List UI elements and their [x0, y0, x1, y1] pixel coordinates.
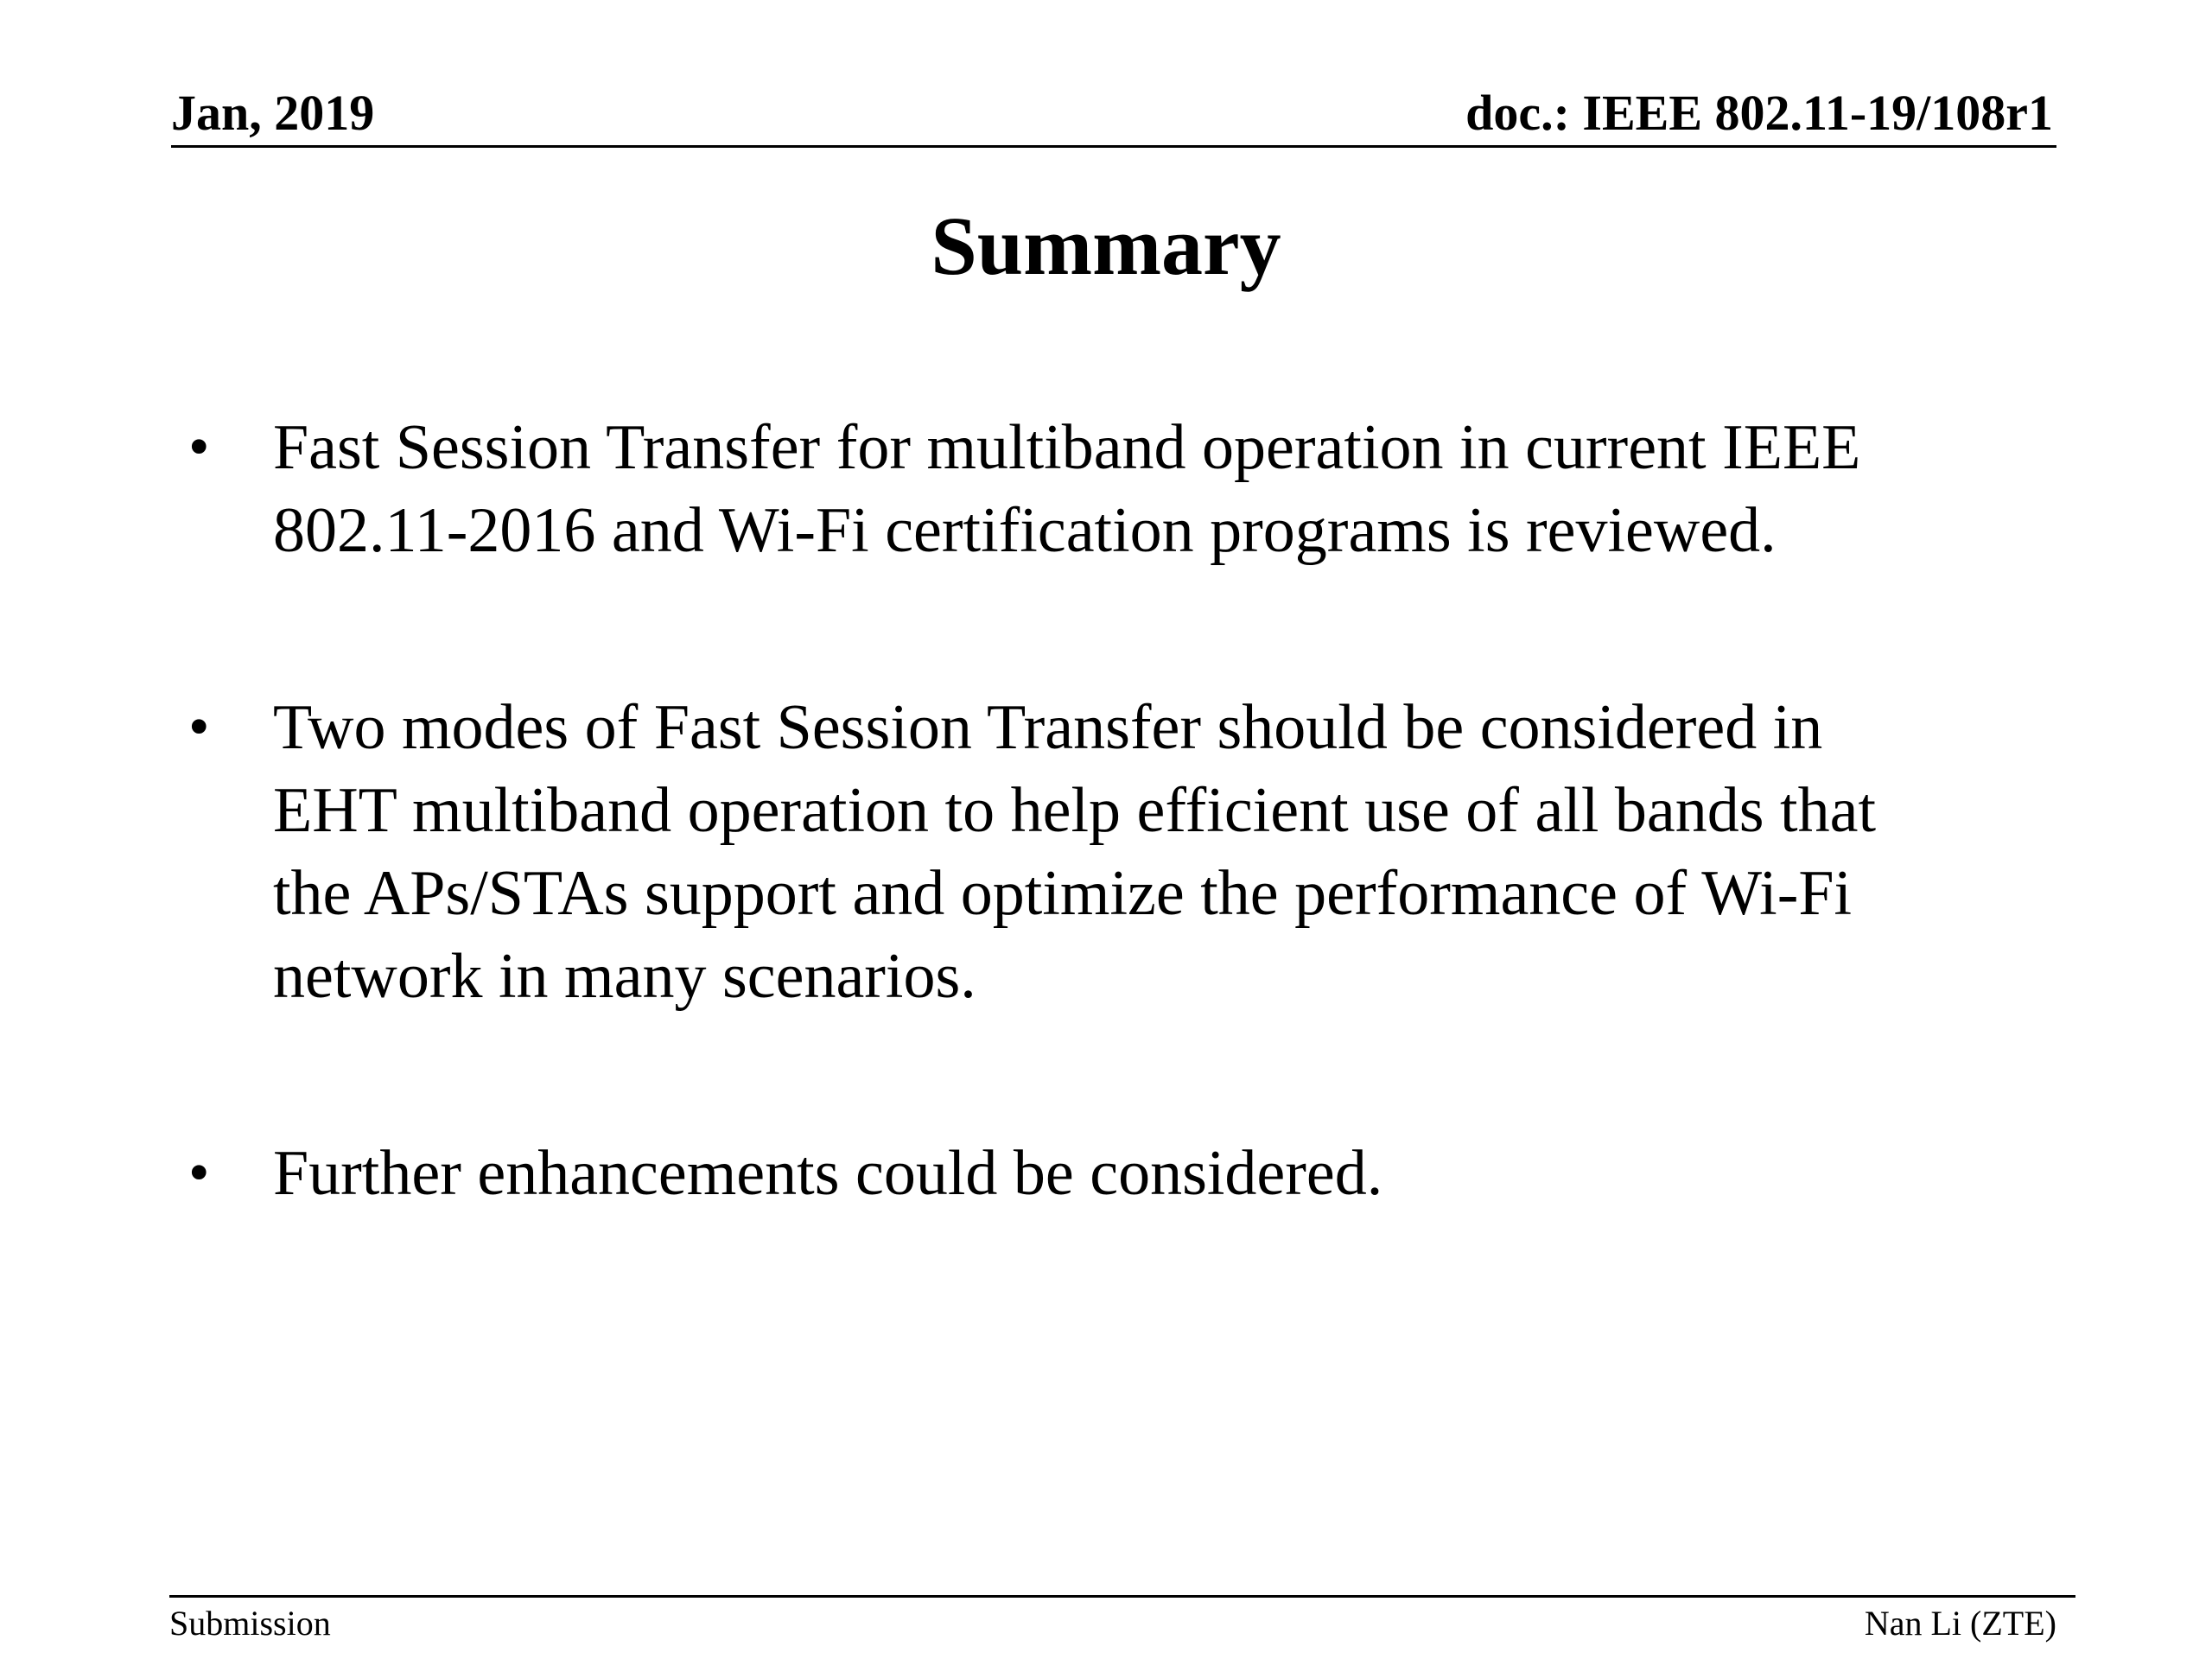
bullet-item [171, 406, 2072, 572]
slide-header [171, 85, 2056, 148]
bullet-item [171, 686, 2072, 1018]
footer-author: Nan Li (ZTE) [1864, 1604, 2056, 1643]
bullet-line: EHT multiband operation to help efficient use of all bands that [273, 775, 1877, 846]
bullet-item [171, 1132, 2072, 1215]
bullet-line: network in many scenarios. [273, 941, 976, 1012]
footer-submission: Submission [169, 1604, 331, 1643]
bullet-line: Two modes of Fast Session Transfer should be considered in [273, 692, 1823, 763]
header-doc-id: doc.: IEEE 802.11-19/108r1 [1465, 85, 2053, 141]
bullet-dot-icon: • [188, 414, 210, 480]
bullet-dot-icon: • [188, 694, 210, 760]
header-date: Jan, 2019 [171, 85, 375, 141]
bullet-list [171, 406, 2072, 1215]
slide-footer [169, 1595, 2075, 1643]
bullet-line: the APs/STAs support and optimize the performance of Wi-Fi [273, 858, 1853, 929]
bullet-dot-icon: • [188, 1140, 210, 1206]
bullet-line: Fast Session Transfer for multiband operation in current IEEE [273, 412, 1861, 483]
slide-title: Summary [931, 200, 1281, 292]
bullet-line: 802.11-2016 and Wi-Fi certification programs is reviewed. [273, 495, 1777, 566]
bullet-line: Further enhancements could be considered. [273, 1138, 1383, 1209]
